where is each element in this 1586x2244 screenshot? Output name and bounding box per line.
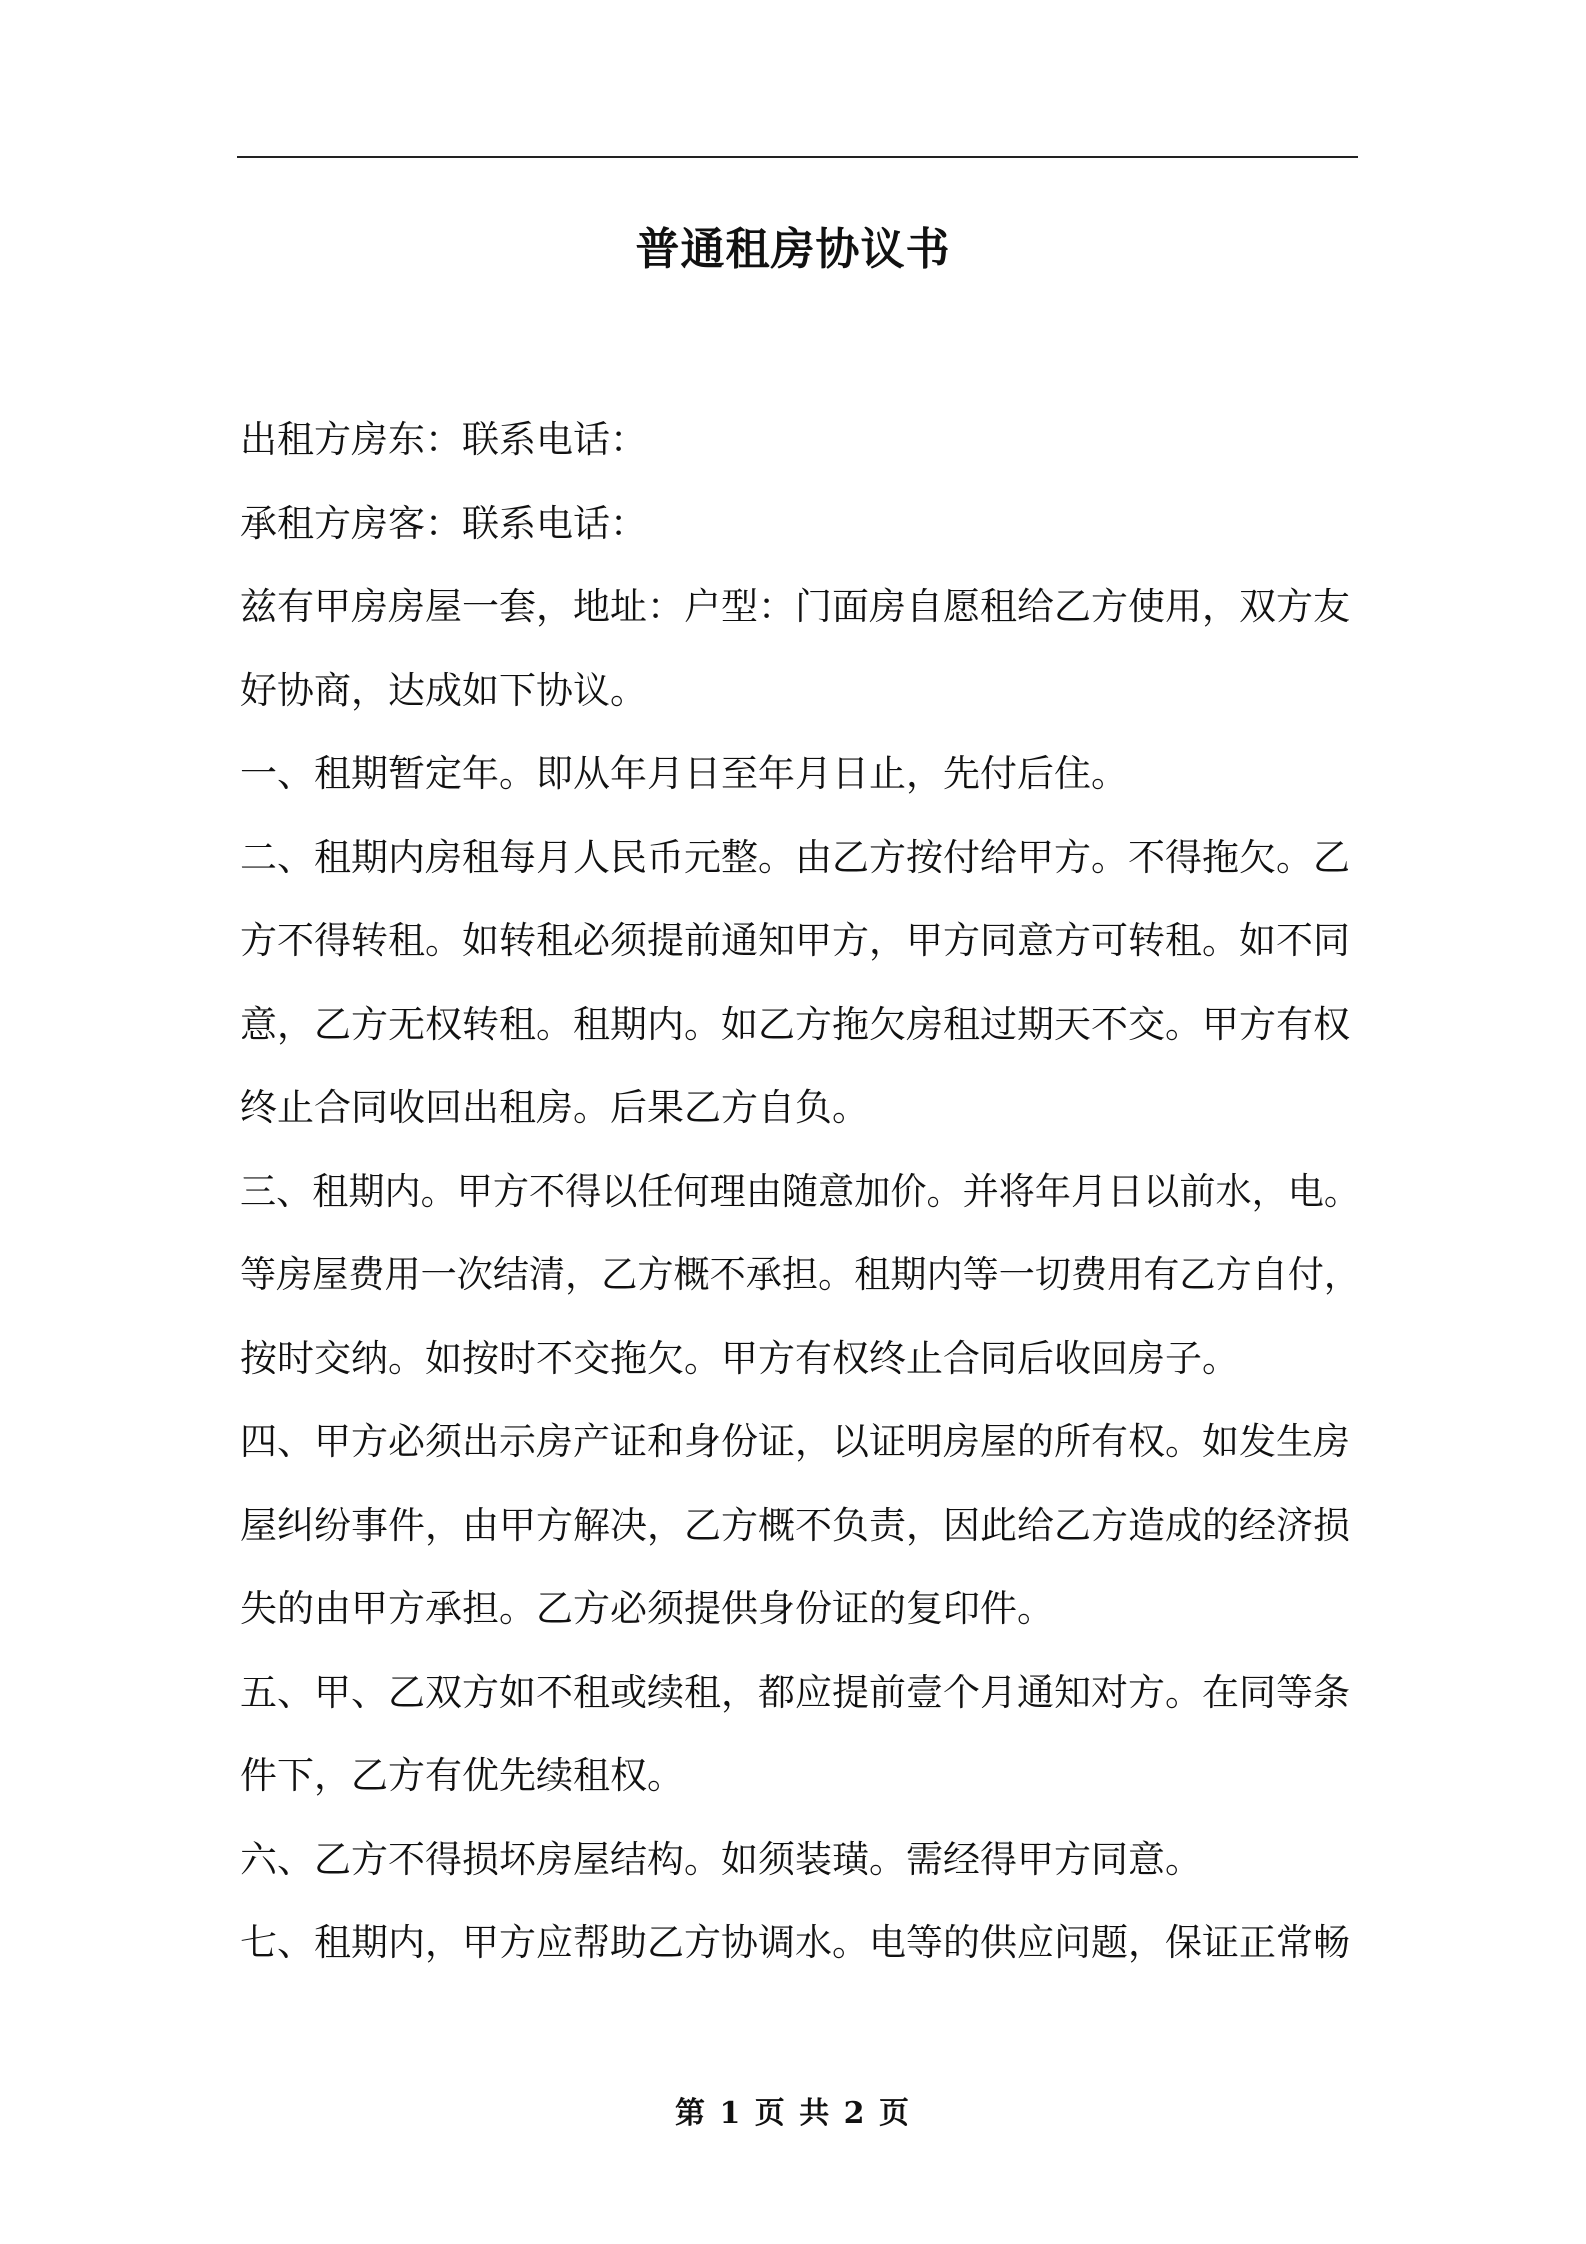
clause-6-line: 六、乙方不得损坏房屋结构。如须装璜。需经得甲方同意。 [240,1837,1202,1881]
clause-3-line: 按时交纳。如按时不交拖欠。甲方有权终止合同后收回房子。 [240,1336,1239,1380]
clause-7-line: 七、租期内，甲方应帮助乙方协调水。电等的供应问题，保证正常畅 [240,1921,1350,1964]
clause-4-line: 失的由甲方承担。乙方必须提供身份证的复印件。 [240,1587,1054,1630]
document-title: 普通租房协议书 [635,224,951,275]
clause-2-line: 终止合同收回出租房。后果乙方自负。 [240,1086,869,1129]
clause-2-line: 意，乙方无权转租。租期内。如乙方拖欠房租过期天不交。甲方有权 [240,1002,1350,1046]
clause-1-line: 一、租期暂定年。即从年月日至年月日止，先付后住。 [240,752,1128,795]
document-body [240,398,1360,1985]
clause-2-line: 二、租期内房租每月人民币元整。由乙方按付给甲方。不得拖欠。乙 [240,835,1350,879]
party-tenant-line: 承租方房客：联系电话： [240,501,647,545]
page-number-footer: 第 1 页 共 2 页 [675,2096,911,2131]
clause-2-line: 方不得转租。如转租必须提前通知甲方，甲方同意方可转租。如不同 [240,919,1350,962]
clause-5-line: 五、甲、乙双方如不租或续租，都应提前壹个月通知对方。在同等条 [240,1670,1350,1714]
clause-4-line: 四、甲方必须出示房产证和身份证，以证明房屋的所有权。如发生房 [240,1420,1350,1463]
clause-5-line: 件下，乙方有优先续租权。 [240,1754,684,1797]
intro-line: 好协商，达成如下协议。 [240,668,647,712]
clause-4-line: 屋纠纷事件，由甲方解决，乙方概不负责，因此给乙方造成的经济损 [240,1503,1350,1547]
clause-3-line: 等房屋费用一次结清，乙方概不承担。租期内等一切费用有乙方自付， [240,1253,1360,1296]
clause-3-line: 三、租期内。甲方不得以任何理由随意加价。并将年月日以前水，电。 [240,1169,1360,1213]
intro-line: 兹有甲房房屋一套，地址：户型：门面房自愿租给乙方使用，双方友 [240,585,1350,628]
header-rule [237,156,1358,158]
party-landlord-line: 出租方房东：联系电话： [240,418,647,461]
